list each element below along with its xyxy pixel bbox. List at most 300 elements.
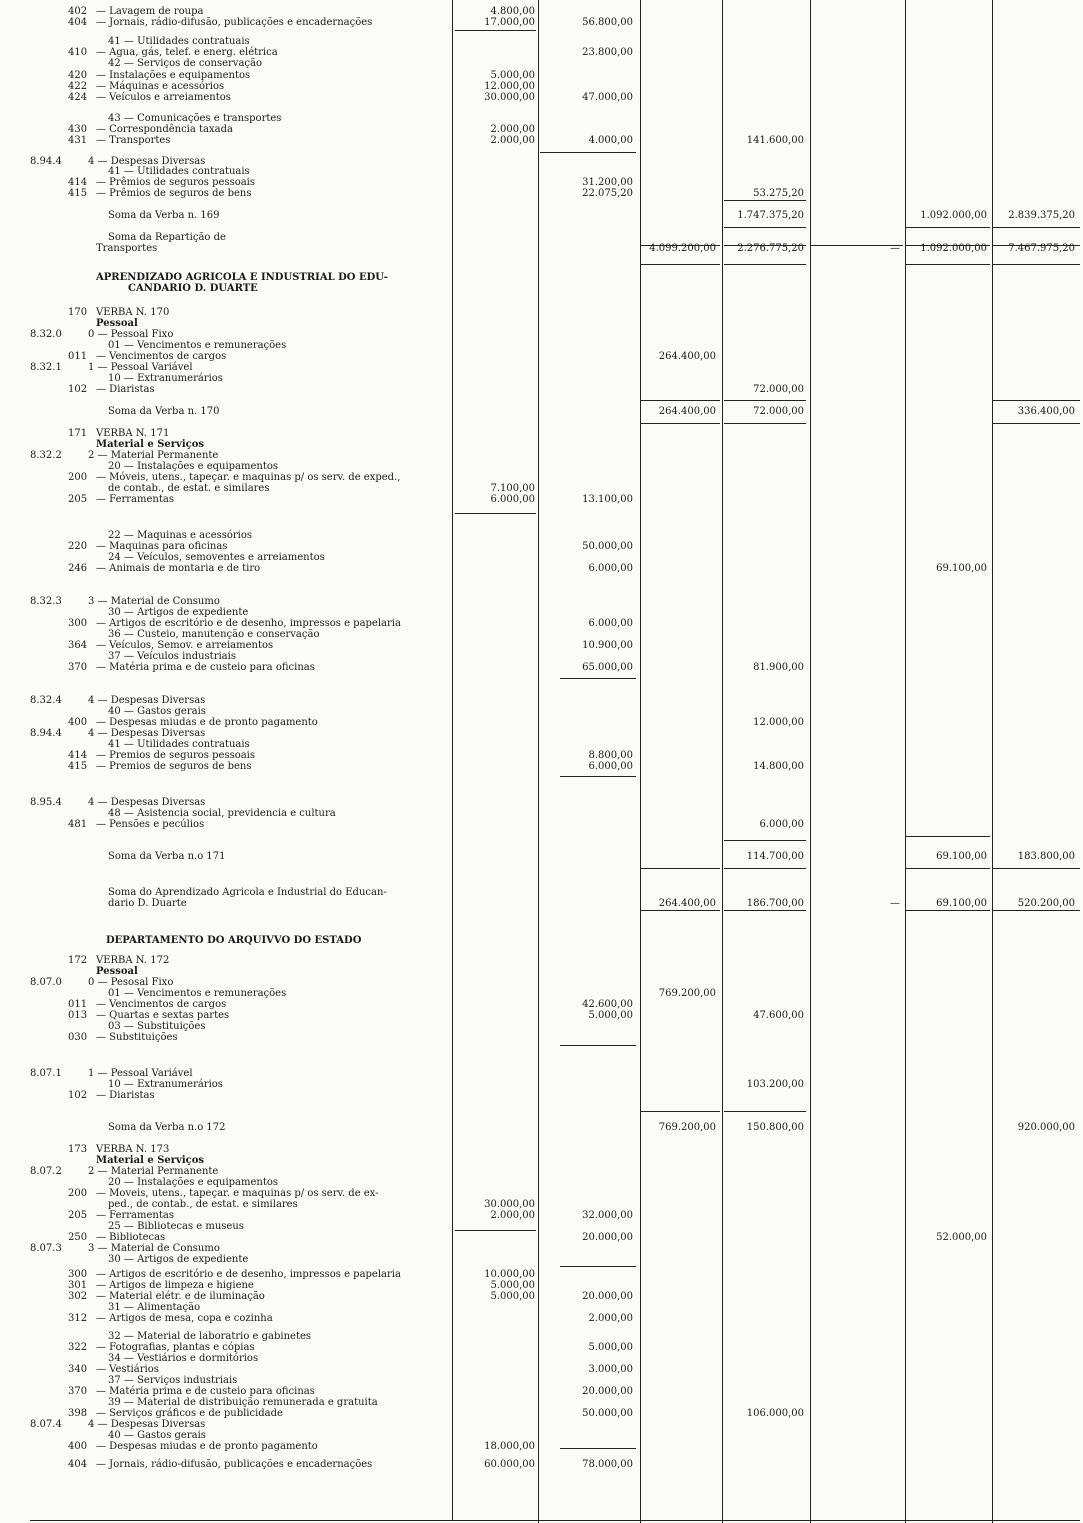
item-description: Pessoal — [96, 318, 138, 329]
item-description: 3 — Material de Consumo — [88, 596, 220, 607]
section-code: 8.32.4 — [30, 695, 62, 706]
item-description: 4 — Despesas Diversas — [88, 797, 206, 808]
ledger-row — [0, 1188, 1083, 1199]
section-code: 8.07.2 — [30, 1166, 62, 1177]
ledger-row — [0, 232, 1083, 243]
item-description: Pessoal — [96, 966, 138, 977]
amount-col1: 30.000,00 — [484, 92, 535, 103]
ledger-row — [0, 483, 1083, 494]
amount-col1: 17.000,00 — [484, 17, 535, 28]
amount-col2: 78.000,00 — [582, 1459, 633, 1470]
total-rule — [724, 868, 806, 869]
amount-col3: 264.400,00 — [658, 406, 716, 417]
ledger-row — [0, 1254, 1083, 1265]
ledger-row — [0, 70, 1083, 81]
item-code: 205 — [68, 1210, 88, 1221]
item-code: 301 — [68, 1280, 88, 1291]
total-rule — [993, 910, 1080, 911]
ledger-row — [0, 1021, 1083, 1032]
ledger-row — [0, 552, 1083, 563]
item-description: 10 — Extranumerários — [108, 1079, 223, 1090]
item-description: — Prêmios de seguros pessoais — [96, 177, 256, 188]
amount-col2: 50.000,00 — [582, 1408, 633, 1419]
amount-col1: 7.100,00 — [490, 483, 535, 494]
ledger-row — [0, 450, 1083, 461]
ledger-row — [0, 362, 1083, 373]
total-rule — [560, 776, 636, 777]
ledger-row — [0, 1144, 1083, 1155]
amount-col7: 2.839.375,20 — [1008, 210, 1075, 221]
ledger-row — [0, 808, 1083, 819]
column-rule — [640, 0, 641, 1523]
amount-col6: 69.100,00 — [936, 898, 987, 909]
item-code: 030 — [68, 1032, 88, 1043]
item-description: 3 — Material de Consumo — [88, 1243, 220, 1254]
amount-col1: 60.000,00 — [484, 1459, 535, 1470]
item-description: 2 — Material Permanente — [88, 1166, 219, 1177]
ledger-row — [0, 92, 1083, 103]
amount-col2: 56.800,00 — [582, 17, 633, 28]
ledger-row — [0, 177, 1083, 188]
item-description: — Despesas miudas e de pronto pagamento — [96, 1441, 318, 1452]
item-description: VERBA N. 170 — [96, 307, 170, 318]
item-code: 205 — [68, 494, 88, 505]
amount-col4: 6.000,00 — [759, 819, 804, 830]
amount-col4: 72.000,00 — [753, 384, 804, 395]
item-description: Soma da Verba n.o 172 — [108, 1122, 226, 1133]
section-code: 8.07.4 — [30, 1419, 62, 1430]
item-description: ped., de contab., de estat. e similares — [108, 1199, 298, 1210]
total-rule — [810, 245, 903, 246]
item-description: — Transportes — [96, 135, 171, 146]
amount-col4: 81.900,00 — [753, 662, 804, 673]
item-description: — Serviços gráficos e de publicidade — [96, 1408, 283, 1419]
ledger-row — [0, 135, 1083, 146]
amount-col2: 42.600,00 — [582, 999, 633, 1010]
total-rule — [640, 264, 720, 265]
item-description: — Moveis, utens., tapeçar. e maquinas p/ os serv. de ex- — [96, 1188, 379, 1199]
item-description: — Diaristas — [96, 384, 155, 395]
item-code: 300 — [68, 618, 88, 629]
item-code: 415 — [68, 761, 88, 772]
ledger-row — [0, 1408, 1083, 1419]
column-rule — [452, 0, 453, 1520]
ledger-row — [0, 461, 1083, 472]
section-code: 8.07.0 — [30, 977, 62, 988]
ledger-row — [0, 81, 1083, 92]
total-rule — [640, 400, 720, 401]
ledger-row — [0, 966, 1083, 977]
ledger-row — [0, 1353, 1083, 1364]
ledger-row — [0, 1122, 1083, 1133]
ledger-row — [0, 750, 1083, 761]
amount-col2: 22.075,20 — [582, 188, 633, 199]
item-description: Material e Serviços — [96, 439, 205, 450]
ledger-row — [0, 1232, 1083, 1243]
amount-col4: 53.275,20 — [753, 188, 804, 199]
item-description: — Quartas e sextas partes — [96, 1010, 230, 1021]
amount-col4: 106.000,00 — [746, 1408, 804, 1419]
total-rule — [724, 245, 806, 246]
item-code: 170 — [68, 307, 88, 318]
item-description: — Jornais, rádio-difusão, publicações e encadernações — [96, 17, 373, 28]
section-code: 8.32.3 — [30, 596, 62, 607]
ledger-row — [0, 113, 1083, 124]
ledger-row — [0, 494, 1083, 505]
item-code: 250 — [68, 1232, 88, 1243]
item-description: DEPARTAMENTO DO ARQUIVVO DO ESTADO — [106, 935, 362, 946]
amount-col4: 114.700,00 — [746, 851, 804, 862]
ledger-row — [0, 955, 1083, 966]
ledger-row — [0, 1430, 1083, 1441]
item-description: — Material elétr. e de iluminação — [96, 1291, 265, 1302]
ledger-row — [0, 428, 1083, 439]
item-description: — Veículos, Semov. e arreiamentos — [96, 640, 274, 651]
item-description: 4 — Despesas Diversas — [88, 695, 206, 706]
item-description: 0 — Pessoal Fixo — [88, 329, 174, 340]
amount-col4: 47.600,00 — [753, 1010, 804, 1021]
amount-col2: 23.800,00 — [582, 47, 633, 58]
item-code: 322 — [68, 1342, 88, 1353]
ledger-row — [0, 1269, 1083, 1280]
item-code: 481 — [68, 819, 88, 830]
amount-col4: 141.600,00 — [746, 135, 804, 146]
item-code: 013 — [68, 1010, 88, 1021]
section-code: 8.32.2 — [30, 450, 62, 461]
item-description: — Premios de seguros pessoais — [96, 750, 256, 761]
item-description: 30 — Artigos de expediente — [108, 607, 249, 618]
amount-col1: 10.000,00 — [484, 1269, 535, 1280]
item-description: 1 — Pessoal Variável — [88, 362, 193, 373]
item-code: 404 — [68, 17, 88, 28]
item-description: Transportes — [96, 243, 158, 254]
item-description: dario D. Duarte — [108, 898, 187, 909]
item-description: de contab., de estat. e similares — [108, 483, 270, 494]
amount-col4: 12.000,00 — [753, 717, 804, 728]
total-rule — [724, 910, 806, 911]
item-description: 2 — Material Permanente — [88, 450, 219, 461]
item-description: — Artigos de mesa, copa e cozinha — [96, 1313, 273, 1324]
column-rule — [722, 0, 723, 1523]
item-description: 37 — Veículos industriais — [108, 651, 236, 662]
amount-col1: 12.000,00 — [484, 81, 535, 92]
item-code: 422 — [68, 81, 88, 92]
amount-col2: 10.900,00 — [582, 640, 633, 651]
section-code: 8.07.3 — [30, 1243, 62, 1254]
ledger-row — [0, 887, 1083, 898]
amount-col4: 14.800,00 — [753, 761, 804, 772]
item-description: — Máquinas e acessórios — [96, 81, 225, 92]
item-description: — Pensões e pecúlios — [96, 819, 205, 830]
item-description: — Maquinas para oficinas — [96, 541, 228, 552]
amount-col7: 336.400,00 — [1017, 406, 1075, 417]
ledger-row — [0, 819, 1083, 830]
amount-col5: — — [890, 898, 900, 909]
amount-col2: 20.000,00 — [582, 1386, 633, 1397]
item-code: 011 — [68, 999, 88, 1010]
ledger-row — [0, 472, 1083, 483]
amount-col1: 18.000,00 — [484, 1441, 535, 1452]
amount-col3: 264.400,00 — [658, 351, 716, 362]
item-description: — Veículos e arreiamentos — [96, 92, 231, 103]
amount-col2: 8.800,00 — [588, 750, 633, 761]
ledger-row — [0, 1068, 1083, 1079]
ledger-row — [0, 36, 1083, 47]
total-rule — [993, 423, 1080, 424]
amount-col4: 186.700,00 — [746, 898, 804, 909]
item-code: 246 — [68, 563, 88, 574]
item-description: — Vestiários — [96, 1364, 159, 1375]
total-rule — [724, 423, 806, 424]
item-code: 402 — [68, 6, 88, 17]
item-code: 220 — [68, 541, 88, 552]
item-code: 430 — [68, 124, 88, 135]
item-description: 24 — Veículos, semoventes e arreiamentos — [108, 552, 325, 563]
ledger-row — [0, 283, 1083, 294]
item-description: 10 — Extranumerários — [108, 373, 223, 384]
amount-col3: 769.200,00 — [658, 988, 716, 999]
amount-col1: 5.000,00 — [490, 70, 535, 81]
item-description: — Lavagem de roupa — [96, 6, 204, 17]
total-rule — [993, 264, 1080, 265]
ledger-row — [0, 629, 1083, 640]
ledger-row — [0, 977, 1083, 988]
amount-col1: 4.800,00 — [490, 6, 535, 17]
total-rule — [30, 1520, 1080, 1521]
section-code: 8.94.4 — [30, 156, 62, 167]
item-description: 41 — Utilidades contratuais — [108, 166, 250, 177]
ledger-row — [0, 999, 1083, 1010]
ledger-row — [0, 1155, 1083, 1166]
ledger-row — [0, 1331, 1083, 1342]
ledger-row — [0, 1210, 1083, 1221]
ledger-row — [0, 124, 1083, 135]
item-description: Material e Serviços — [96, 1155, 205, 1166]
amount-col2: 2.000,00 — [588, 1313, 633, 1324]
ledger-row — [0, 1032, 1083, 1043]
item-code: 173 — [68, 1144, 88, 1155]
ledger-row — [0, 188, 1083, 199]
ledger-row — [0, 706, 1083, 717]
ledger-row — [0, 1010, 1083, 1021]
item-code: 364 — [68, 640, 88, 651]
amount-col6: 1.092.000,00 — [920, 210, 987, 221]
item-description: 42 — Serviços de conservação — [108, 58, 262, 69]
item-description: APRENDIZADO AGRICOLA E INDUSTRIAL DO EDU- — [96, 272, 388, 283]
ledger-row — [0, 58, 1083, 69]
ledger-row — [0, 1291, 1083, 1302]
item-code: 312 — [68, 1313, 88, 1324]
total-rule — [560, 1448, 636, 1449]
item-description: 36 — Custeio, manutenção e conservação — [108, 629, 320, 640]
amount-col2: 3.000,00 — [588, 1364, 633, 1375]
total-rule — [906, 910, 990, 911]
amount-col1: 2.000,00 — [490, 1210, 535, 1221]
ledger-row — [0, 935, 1083, 946]
ledger-row — [0, 1079, 1083, 1090]
item-description: 37 — Serviços industriais — [108, 1375, 238, 1386]
total-rule — [540, 152, 636, 153]
item-description: CANDARIO D. DUARTE — [128, 283, 258, 294]
item-code: 171 — [68, 428, 88, 439]
item-description: 40 — Gastos gerais — [108, 706, 206, 717]
column-rule — [905, 0, 906, 1523]
ledger-row — [0, 988, 1083, 999]
ledger-row — [0, 17, 1083, 28]
ledger-row — [0, 728, 1083, 739]
item-description: 4 — Despesas Diversas — [88, 728, 206, 739]
item-code: 400 — [68, 717, 88, 728]
item-code: 102 — [68, 384, 88, 395]
ledger-row — [0, 1459, 1083, 1470]
amount-col7: 920.000,00 — [1017, 1122, 1075, 1133]
section-code: 8.32.1 — [30, 362, 62, 373]
ledger-row — [0, 1397, 1083, 1408]
column-rule — [810, 0, 811, 1523]
ledger-row — [0, 1221, 1083, 1232]
amount-col1: 2.000,00 — [490, 124, 535, 135]
ledger-row — [0, 1166, 1083, 1177]
ledger-row — [0, 373, 1083, 384]
amount-col2: 6.000,00 — [588, 563, 633, 574]
ledger-row — [0, 47, 1083, 58]
ledger-row — [0, 406, 1083, 417]
item-code: 370 — [68, 662, 88, 673]
item-description: 4 — Despesas Diversas — [88, 1419, 206, 1430]
total-rule — [455, 1230, 536, 1231]
item-description: — Diaristas — [96, 1090, 155, 1101]
total-rule — [455, 30, 536, 31]
amount-col4: 1.747.375,20 — [737, 210, 804, 221]
total-rule — [906, 245, 990, 246]
ledger-row — [0, 1302, 1083, 1313]
amount-col3: 4.099.200,00 — [649, 243, 716, 254]
item-code: 370 — [68, 1386, 88, 1397]
total-rule — [560, 1266, 636, 1267]
item-description: — Animais de montaria e de tiro — [96, 563, 261, 574]
total-rule — [906, 227, 990, 228]
column-rule — [538, 0, 539, 1523]
item-description: 30 — Artigos de expediente — [108, 1254, 249, 1265]
ledger-row — [0, 1177, 1083, 1188]
total-rule — [640, 423, 720, 424]
amount-col2: 20.000,00 — [582, 1291, 633, 1302]
item-code: 415 — [68, 188, 88, 199]
ledger-row — [0, 851, 1083, 862]
amount-col6: 52.000,00 — [936, 1232, 987, 1243]
section-code: 8.07.1 — [30, 1068, 62, 1079]
amount-col1: 2.000,00 — [490, 135, 535, 146]
item-description: 4 — Despesas Diversas — [88, 156, 206, 167]
ledger-row — [0, 1199, 1083, 1210]
amount-col2: 31.200,00 — [582, 177, 633, 188]
amount-col6: 1.092.000,00 — [920, 243, 987, 254]
ledger-row — [0, 541, 1083, 552]
item-code: 300 — [68, 1269, 88, 1280]
ledger-row — [0, 210, 1083, 221]
item-description: Soma da Repartição de — [108, 232, 226, 243]
total-rule — [993, 227, 1080, 228]
total-rule — [724, 400, 806, 401]
total-rule — [640, 245, 720, 246]
item-description: 20 — Instalações e equipamentos — [108, 461, 279, 472]
item-description: — Matéria prima e de custeio para oficinas — [96, 1386, 315, 1397]
item-description: 41 — Utilidades contratuais — [108, 36, 250, 47]
total-rule — [993, 868, 1080, 869]
total-rule — [640, 910, 720, 911]
item-description: 20 — Instalações e equipamentos — [108, 1177, 279, 1188]
item-description: — Instalações e equipamentos — [96, 70, 251, 81]
ledger-row — [0, 351, 1083, 362]
item-description: — Vencimentos de cargos — [96, 999, 227, 1010]
item-description: VERBA N. 172 — [96, 955, 170, 966]
ledger-row — [0, 695, 1083, 706]
ledger-row — [0, 607, 1083, 618]
amount-col3: 769.200,00 — [658, 1122, 716, 1133]
ledger-row — [0, 1419, 1083, 1430]
ledger-row — [0, 640, 1083, 651]
amount-col1: 5.000,00 — [490, 1291, 535, 1302]
ledger-row — [0, 1313, 1083, 1324]
total-rule — [993, 400, 1080, 401]
amount-col1: 6.000,00 — [490, 494, 535, 505]
amount-col2: 5.000,00 — [588, 1010, 633, 1021]
item-description: — Substituições — [96, 1032, 178, 1043]
item-code: 414 — [68, 750, 88, 761]
amount-col4: 72.000,00 — [753, 406, 804, 417]
item-code: 102 — [68, 1090, 88, 1101]
ledger-row — [0, 530, 1083, 541]
total-rule — [724, 1111, 806, 1112]
amount-col2: 4.000,00 — [588, 135, 633, 146]
ledger-row — [0, 717, 1083, 728]
amount-col6: 69.100,00 — [936, 851, 987, 862]
ledger-row — [0, 272, 1083, 283]
amount-col2: 32.000,00 — [582, 1210, 633, 1221]
item-description: — Ferramentas — [96, 494, 174, 505]
ledger-row — [0, 6, 1083, 17]
item-code: 400 — [68, 1441, 88, 1452]
amount-col4: 150.800,00 — [746, 1122, 804, 1133]
total-rule — [724, 264, 806, 265]
item-description: — Despesas miudas e de pronto pagamento — [96, 717, 318, 728]
total-rule — [724, 200, 806, 201]
ledger-row — [0, 1441, 1083, 1452]
item-description: 40 — Gastos gerais — [108, 1430, 206, 1441]
item-code: 172 — [68, 955, 88, 966]
ledger-row — [0, 1342, 1083, 1353]
item-description: 22 — Maquinas e acessórios — [108, 530, 253, 541]
total-rule — [455, 513, 536, 514]
item-description: — Jornais, rádio-difusão, publicações e encadernações — [96, 1459, 373, 1470]
total-rule — [640, 868, 720, 869]
item-description: 01 — Vencimentos e remunerações — [108, 988, 287, 999]
item-description: — Móveis, utens., tapeçar. e maquinas p/ os serv. de exped., — [96, 472, 401, 483]
item-description: 43 — Comunicações e transportes — [108, 113, 282, 124]
amount-col2: 50.000,00 — [582, 541, 633, 552]
item-description: 39 — Material de distribuição remunerada e gratuita — [108, 1397, 378, 1408]
amount-col5: — — [890, 243, 900, 254]
total-rule — [993, 245, 1080, 246]
item-description: 01 — Vencimentos e remunerações — [108, 340, 287, 351]
ledger-row — [0, 329, 1083, 340]
ledger-row — [0, 1280, 1083, 1291]
ledger-row — [0, 618, 1083, 629]
ledger-row — [0, 1090, 1083, 1101]
item-description: VERBA N. 173 — [96, 1144, 170, 1155]
total-rule — [906, 868, 990, 869]
item-code: 431 — [68, 135, 88, 146]
